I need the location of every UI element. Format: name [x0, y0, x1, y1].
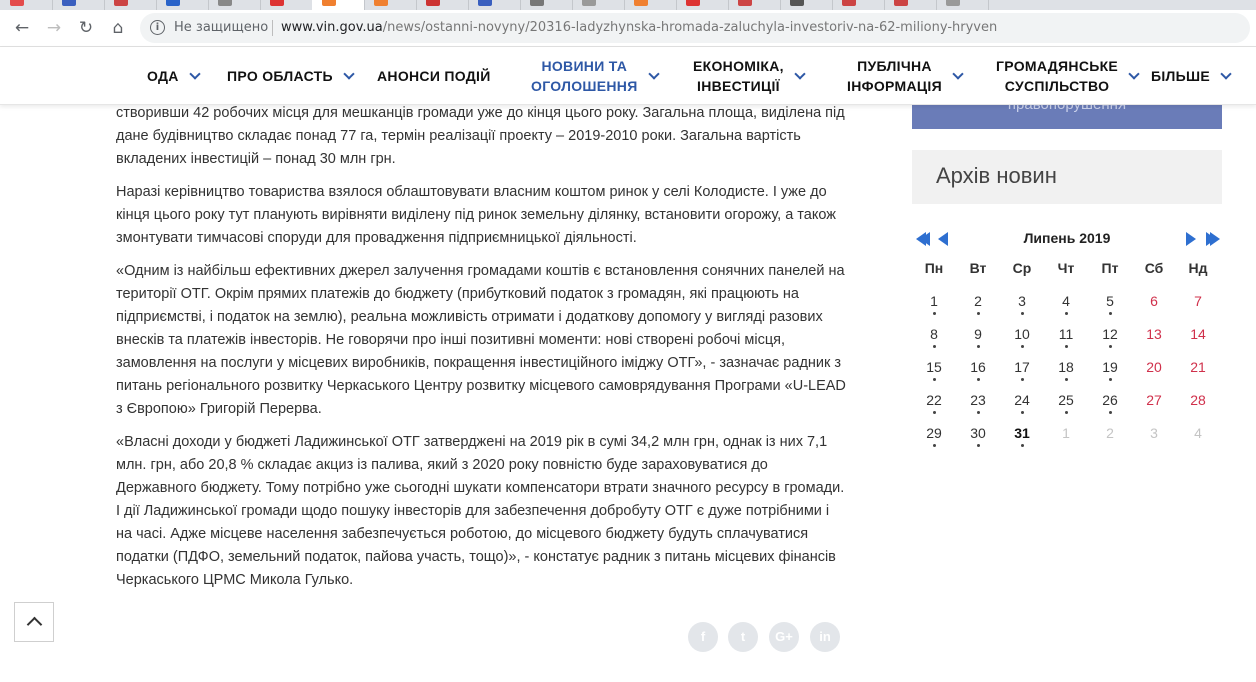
- calendar-day-number: 20: [1146, 359, 1162, 375]
- facebook-icon[interactable]: f: [688, 622, 718, 652]
- calendar-day-number: 5: [1106, 293, 1114, 309]
- browser-tab[interactable]: [780, 0, 833, 10]
- news-indicator-dot: [933, 378, 936, 381]
- nav-label: ПРО ОБЛАСТЬ: [227, 67, 333, 84]
- calendar-day[interactable]: [1088, 359, 1132, 381]
- calendar-day[interactable]: [1000, 326, 1044, 348]
- calendar-day-number: 31: [1014, 425, 1030, 441]
- nav-item-news[interactable]: [531, 47, 658, 104]
- browser-tab[interactable]: [884, 0, 937, 10]
- browser-tab[interactable]: [156, 0, 209, 10]
- calendar-day[interactable]: [956, 359, 1000, 381]
- browser-tab[interactable]: [520, 0, 573, 10]
- browser-tab[interactable]: [936, 0, 989, 10]
- news-indicator-dot: [1021, 345, 1024, 348]
- article-paragraph: Наразі керівництво товариства взялося облаштовувати власним коштом ринок у селі Колодисте. І уже до кінця цього року тут планують вирівняти виділену під ринок земельну ділянку, встановити огорожу, а також змонтувати тимчасові споруди для провадження підприємницької діяльності.: [116, 184, 836, 246]
- nav-label-line: ЕКОНОМІКА,: [693, 57, 784, 74]
- calendar-day-number: 12: [1102, 326, 1118, 342]
- nav-item-economy[interactable]: [693, 47, 804, 104]
- calendar-day-number: 29: [926, 425, 942, 441]
- calendar-weekday: Нд: [1188, 260, 1208, 276]
- news-indicator-dot: [1109, 378, 1112, 381]
- calendar-day[interactable]: [1176, 359, 1220, 375]
- browser-tab[interactable]: [364, 0, 417, 10]
- calendar-day[interactable]: [912, 359, 956, 381]
- calendar-day-number: 4: [1062, 293, 1070, 309]
- nav-label-line: ПУБЛІЧНА: [857, 57, 932, 74]
- calendar-day[interactable]: [912, 425, 956, 447]
- calendar-week-row: [912, 392, 1222, 425]
- calendar-day[interactable]: [1044, 326, 1088, 348]
- news-indicator-dot: [1021, 312, 1024, 315]
- calendar-day[interactable]: [1000, 425, 1044, 447]
- calendar-day[interactable]: [956, 293, 1000, 315]
- nav-label-line: ІНВЕСТИЦІЇ: [697, 77, 780, 94]
- tab-favicon-icon: [634, 0, 648, 6]
- chevron-down-icon: [343, 68, 354, 79]
- calendar-day-number: 14: [1190, 326, 1206, 342]
- chevron-down-icon: [1128, 68, 1139, 79]
- nav-label: ОДА: [147, 67, 179, 84]
- calendar-grid: [912, 260, 1222, 458]
- nav-item-more[interactable]: [1151, 47, 1230, 104]
- browser-tab[interactable]: [468, 0, 521, 10]
- calendar-day-number: 16: [970, 359, 986, 375]
- calendar-day[interactable]: [1088, 392, 1132, 414]
- calendar-day[interactable]: [1132, 326, 1176, 342]
- article-paragraph: «Одним із найбільш ефективних джерел залучення громадами коштів є встановлення сонячних панелей на території ОТГ. Окрім прямих платежів до бюджету (прибутковий податок з громадян, які працюють на підприємстві, і податок на землю), реальна можливість отримати і додаткову допомогу у вигляді разових внесків та платежів інвесторів. Не говорячи про інші позитивні моменти: нові створені робочі місця, замовлення на послуги у місцевих виробників, покращення інвестиційного іміджу ОТГ», - зазначає радник з питань регіонального розвитку Черкаського Центру розвитку місцевого самоврядування Програми «U-LEAD з Європою» Григорій Перерва.: [116, 263, 846, 417]
- news-indicator-dot: [933, 312, 936, 315]
- calendar-day-number: 1: [1062, 425, 1070, 441]
- calendar-day-number: 7: [1194, 293, 1202, 309]
- forward-arrow-icon[interactable]: →: [46, 18, 62, 38]
- nav-label: [996, 56, 1118, 96]
- news-indicator-dot: [1109, 345, 1112, 348]
- browser-tab-strip: [0, 0, 1256, 10]
- nav-label-line: СУСПІЛЬСТВО: [1004, 77, 1110, 94]
- nav-label-line: ІНФОРМАЦІЯ: [847, 77, 942, 94]
- news-indicator-dot: [1021, 444, 1024, 447]
- back-arrow-icon[interactable]: ←: [14, 18, 30, 38]
- news-indicator-dot: [1065, 411, 1068, 414]
- article-body: [116, 102, 846, 602]
- calendar-week-row: [912, 293, 1222, 326]
- chevron-down-icon: [1220, 68, 1231, 79]
- browser-tab[interactable]: [416, 0, 469, 10]
- news-indicator-dot: [977, 312, 980, 315]
- chevron-down-icon: [952, 68, 963, 79]
- calendar-day-next-month: [1088, 425, 1132, 441]
- nav-item-civil-society[interactable]: [996, 47, 1138, 104]
- tab-favicon-icon: [270, 0, 284, 6]
- nav-item-event-announcements[interactable]: [377, 47, 491, 104]
- tab-favicon-icon: [62, 0, 76, 6]
- calendar-weekday: Чт: [1057, 260, 1075, 276]
- calendar-day-number: 15: [926, 359, 942, 375]
- tab-favicon-icon: [478, 0, 492, 6]
- calendar-day[interactable]: [912, 392, 956, 414]
- calendar-day-next-month: [1044, 425, 1088, 441]
- news-indicator-dot: [1109, 411, 1112, 414]
- calendar-day-number: 2: [1106, 425, 1114, 441]
- calendar-day[interactable]: [1044, 293, 1088, 315]
- back-to-top-button[interactable]: [14, 602, 54, 642]
- calendar-day-number: 2: [974, 293, 982, 309]
- next-year-icon[interactable]: [1206, 232, 1216, 246]
- calendar-day-number: 25: [1058, 392, 1074, 408]
- calendar-day-number: 26: [1102, 392, 1118, 408]
- calendar-day[interactable]: [1132, 359, 1176, 375]
- nav-label: [847, 56, 942, 96]
- calendar-week-row: [912, 425, 1222, 458]
- news-indicator-dot: [977, 444, 980, 447]
- news-archive-header: [912, 150, 1222, 204]
- reload-icon[interactable]: ↻: [78, 18, 94, 38]
- calendar-day-number: 9: [974, 326, 982, 342]
- calendar-day-number: 21: [1190, 359, 1206, 375]
- browser-tab[interactable]: [52, 0, 105, 10]
- calendar-day[interactable]: [1176, 326, 1220, 342]
- calendar-day[interactable]: [1044, 392, 1088, 414]
- news-indicator-dot: [1021, 411, 1024, 414]
- linkedin-icon[interactable]: in: [810, 622, 840, 652]
- calendar-month-title: Липень 2019: [1023, 230, 1111, 246]
- calendar-week-row: [912, 359, 1222, 392]
- calendar-day-number: 27: [1146, 392, 1162, 408]
- calendar-day-number: 4: [1194, 425, 1202, 441]
- news-indicator-dot: [977, 411, 980, 414]
- calendar-day-number: 3: [1018, 293, 1026, 309]
- nav-label-line: ГРОМАДЯНСЬКЕ: [996, 57, 1119, 74]
- nav-item-public-info[interactable]: [847, 47, 962, 104]
- browser-tab[interactable]: [832, 0, 885, 10]
- tab-favicon-icon: [894, 0, 908, 6]
- news-indicator-dot: [933, 345, 936, 348]
- browser-tab[interactable]: [572, 0, 625, 10]
- calendar-day[interactable]: [956, 425, 1000, 447]
- calendar-weekday-row: [912, 260, 1222, 293]
- chevron-up-icon: [27, 617, 43, 633]
- article-paragraph: «Власні доходи у бюджеті Ладижинської ОТГ затверджені на 2019 рік в сумі 34,2 млн грн, однак із них 7,1 млн. грн, або 20,8 % складає акциз із палива, який з 2020 року повністю буде зараховуватися до Державного бюджету. Тому потрібно уже сьогодні шукати компенсатори втрати значного ресурсу в громади. І дії Ладижинської громади щодо пошуку інвесторів для забезпечення добробуту ОТГ є дуже потрібними і на часі. Адже місцеве населення забезпечується роботою, до місцевого бюджету будуть сплачуватися податки (ПДФО, земельний податок, пайова участь, тощо)», - констатує радник з питань місцевих фінансів Черкаського ЦРМС Микола Гулько.: [116, 434, 845, 588]
- news-indicator-dot: [977, 378, 980, 381]
- calendar-day-next-month: [1132, 425, 1176, 441]
- nav-item-oda[interactable]: [147, 47, 199, 104]
- calendar-day[interactable]: [1132, 392, 1176, 408]
- nav-label: БІЛЬШЕ: [1151, 67, 1211, 84]
- calendar-day[interactable]: [1176, 293, 1220, 309]
- browser-toolbar: [0, 10, 1256, 47]
- browser-tab[interactable]: [624, 0, 677, 10]
- calendar-day[interactable]: [1088, 293, 1132, 315]
- tab-favicon-icon: [114, 0, 128, 6]
- news-indicator-dot: [1065, 378, 1068, 381]
- calendar-day[interactable]: [956, 392, 1000, 414]
- article-paragraph: створивши 42 робочих місця для мешканців громади уже до кінця цього року. Загальна площа, виділена під дане будівництво складає понад 77 га, термін реалізації проекту – 2019-2010 роки. Загальна вартість вкладених інвестицій – понад 30 млн грн.: [116, 105, 845, 167]
- tab-favicon-icon: [322, 0, 336, 6]
- tab-favicon-icon: [582, 0, 596, 6]
- calendar-weekday: Пт: [1101, 260, 1119, 276]
- news-indicator-dot: [933, 411, 936, 414]
- tab-favicon-icon: [166, 0, 180, 6]
- calendar-day[interactable]: [956, 326, 1000, 348]
- address-divider: [272, 20, 273, 36]
- google-plus-icon[interactable]: G+: [769, 622, 799, 652]
- calendar-day-number: 8: [930, 326, 938, 342]
- calendar-day[interactable]: [1088, 326, 1132, 348]
- calendar-day-number: 13: [1146, 326, 1162, 342]
- tab-favicon-icon: [738, 0, 752, 6]
- chevron-down-icon: [794, 68, 805, 79]
- tab-favicon-icon: [686, 0, 700, 6]
- calendar-day-next-month: [1176, 425, 1220, 441]
- nav-label: [693, 56, 784, 96]
- url-host: www.vin.gov.ua: [281, 20, 383, 35]
- nav-item-about-region[interactable]: [227, 47, 353, 104]
- tab-favicon-icon: [218, 0, 232, 6]
- twitter-icon[interactable]: t: [728, 622, 758, 652]
- browser-tab[interactable]: [312, 0, 365, 10]
- info-icon[interactable]: i: [150, 20, 165, 35]
- calendar-day[interactable]: [1132, 293, 1176, 309]
- news-indicator-dot: [1021, 378, 1024, 381]
- site-navigation: [0, 47, 1256, 105]
- calendar-day-number: 23: [970, 392, 986, 408]
- calendar-day-number: 11: [1058, 326, 1074, 342]
- calendar-header: [912, 228, 1222, 250]
- tab-favicon-icon: [374, 0, 388, 6]
- tab-favicon-icon: [946, 0, 960, 6]
- browser-tab[interactable]: [104, 0, 157, 10]
- news-indicator-dot: [1065, 345, 1068, 348]
- url-path: /news/ostanni-novyny/20316-ladyzhynska-hromada-zaluchyla-investoriv-na-62-miliony-hryven: [382, 20, 998, 35]
- calendar-weekday: Вт: [969, 260, 987, 276]
- news-indicator-dot: [1065, 312, 1068, 315]
- chevron-down-icon: [648, 68, 659, 79]
- nav-label: АНОНСИ ПОДІЙ: [377, 67, 491, 84]
- nav-label-line: НОВИНИ ТА: [541, 57, 628, 74]
- nav-label-line: ОГОЛОШЕННЯ: [531, 77, 638, 94]
- tab-favicon-icon: [530, 0, 544, 6]
- nav-label: [531, 56, 638, 96]
- news-archive-title: Архів новин: [936, 163, 1057, 188]
- calendar-day-number: 10: [1014, 326, 1030, 342]
- calendar-day-number: 24: [1014, 392, 1030, 408]
- calendar-weekday: Ср: [1012, 260, 1032, 276]
- calendar-day[interactable]: [912, 326, 956, 348]
- tab-favicon-icon: [426, 0, 440, 6]
- calendar-day-number: 30: [970, 425, 986, 441]
- browser-tab[interactable]: [728, 0, 781, 10]
- chevron-down-icon: [189, 68, 200, 79]
- calendar-day-number: 6: [1150, 293, 1158, 309]
- browser-tab[interactable]: [676, 0, 729, 10]
- calendar-week-row: [912, 326, 1222, 359]
- calendar-day-number: 17: [1014, 359, 1030, 375]
- calendar-day-number: 1: [930, 293, 938, 309]
- calendar-day-number: 3: [1150, 425, 1158, 441]
- home-icon[interactable]: ⌂: [112, 18, 124, 38]
- browser-tab[interactable]: [260, 0, 313, 10]
- next-month-icon[interactable]: [1186, 232, 1196, 246]
- calendar-day[interactable]: [912, 293, 956, 315]
- calendar-day-number: 19: [1102, 359, 1118, 375]
- browser-tab[interactable]: [0, 0, 53, 10]
- calendar-day[interactable]: [1000, 392, 1044, 414]
- news-indicator-dot: [1109, 312, 1112, 315]
- tab-favicon-icon: [842, 0, 856, 6]
- address-bar[interactable]: [140, 13, 1250, 43]
- news-indicator-dot: [977, 345, 980, 348]
- calendar-day-number: 18: [1058, 359, 1074, 375]
- calendar-weekday: Сб: [1144, 260, 1164, 276]
- browser-tab[interactable]: [208, 0, 261, 10]
- url-text[interactable]: [281, 20, 997, 35]
- calendar-day-number: 28: [1190, 392, 1206, 408]
- news-indicator-dot: [933, 444, 936, 447]
- calendar-day[interactable]: [1176, 392, 1220, 408]
- security-label: Не защищено: [174, 20, 269, 35]
- calendar-day-number: 22: [926, 392, 942, 408]
- calendar-day[interactable]: [1044, 359, 1088, 381]
- calendar-day[interactable]: [1000, 359, 1044, 381]
- tab-favicon-icon: [790, 0, 804, 6]
- calendar-weekday: Пн: [924, 260, 944, 276]
- tab-favicon-icon: [10, 0, 24, 6]
- calendar-day[interactable]: [1000, 293, 1044, 315]
